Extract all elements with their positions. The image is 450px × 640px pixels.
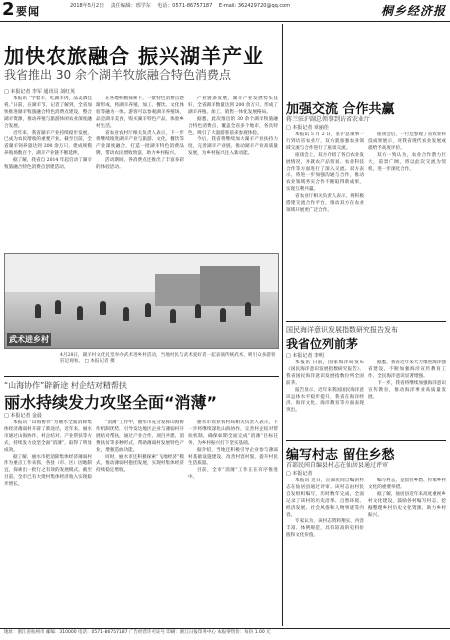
right3-col-2 xyxy=(368,478,446,625)
paragraph: 产业链条发展，湖羊产业发展势头良好，全省湖羊数量达到 200 余万只，形成了湖羊养殖、加工、销售一体化发展格局。 xyxy=(188,96,278,115)
paragraph: 据了解，我省自 2014 年起启动了湖羊牧旅融合特色消费点创建活动。 xyxy=(4,158,92,171)
right2-col-1 xyxy=(286,360,364,438)
masthead xyxy=(0,0,450,22)
photo-caption xyxy=(60,353,278,365)
paragraph: 活动期间，各消费点还推出了丰富多彩的体验活动。 xyxy=(96,158,184,171)
paragraph: 省农业厅相关负责人表示，将积极搭建交流合作平台，推动双方在农业领域开展更广泛合作。 xyxy=(286,194,364,213)
lead-headline: 加快农旅融合 振兴湖羊产业 xyxy=(4,44,264,68)
right1-byline: □ 本报记者 章丽佳 xyxy=(286,125,329,131)
section-title: 要闻 xyxy=(16,5,40,18)
right1-col-2 xyxy=(368,132,446,320)
photo-figure xyxy=(170,309,176,323)
right1-subtitle: 蒋兰驻沪副总领事到访省农业厅 xyxy=(286,116,371,123)
right3-title: 编写村志 留住乡愁 xyxy=(286,448,395,463)
right3-byline: □ 本报记者 xyxy=(286,471,313,477)
paragraph: 在各地积极探索下，一批特色消费点逐渐形成，将湖羊养殖、加工、餐饮、文化体验等融为一体。游客可以参观湖羊养殖场，品尝湖羊美食，购买湖羊特色产品，体验乡村生活。 xyxy=(96,96,184,129)
paragraph: 近年来，我省湖羊产业持续稳步发展，已成为农民增收的重要产业。截至目前，全省湖羊饲养量达到 200 余万只，建成规模养殖场数百个，湖羊产业链不断延伸。 xyxy=(4,130,92,157)
paragraph: 报告显示，近年来我国国民海洋意识总体水平稳步提升，我省在海洋经济、海洋文化、海洋教育等方面表现突出。 xyxy=(286,387,364,414)
paragraph: 据悉，我省近年来大力推进海洋强省建设，不断加强海洋宣传教育工作，全民海洋意识显著增强。 xyxy=(368,360,446,379)
column-divider xyxy=(282,24,283,626)
story2-title: 丽水持续发力攻坚全面“消薄” xyxy=(4,393,218,412)
lead-col-2 xyxy=(96,96,184,249)
photo-figure xyxy=(55,300,61,314)
right2-title: 我省位列前茅 xyxy=(286,337,359,351)
header-meta xyxy=(70,3,295,10)
paragraph: 双方一致认为，农业合作潜力巨大，前景广阔，将以此次交流为契机，进一步深化合作。 xyxy=(368,152,446,172)
right2-byline: □ 本报记者 李明 xyxy=(286,353,324,359)
lead-subhead: 我省推出 30 余个湖羊牧旅融合特色消费点 xyxy=(4,68,231,82)
paragraph: 据了解，丽水市把消除集体经济薄弱村作为重点工作来抓，各县（市、区）因地制宜，探索出一批行之有效的发展模式。截至目前，全市已有大批村集体经济收入实现稳步增长。 xyxy=(4,454,92,488)
paragraph: 同时，丽水市还积极探索“飞地经济”模式，推动薄弱村抱团发展，实现村集体经济持续稳定增收。 xyxy=(96,454,184,474)
paragraph: 本报讯 “学着羊，吃湖羊肉，品美酒佳肴。”日前，在湖羊节，记者了解到，全省加快推进湖羊牧旅融合特色消费点建设，整合湖羊资源，推动养殖与旅游休闲农业深度融合发展。 xyxy=(4,96,92,129)
paper-logo: 桐乡经济报 xyxy=(380,4,446,18)
photo-figure xyxy=(100,301,106,315)
paragraph: 据悉，此次推出的 30 余个湖羊牧旅融合特色消费点，覆盖全省多个地市，各具特色，吸引了大量游客前来参观体验。 xyxy=(188,116,278,136)
paragraph: 本报讯 “山海协作”为丽水全面消除集体经济薄弱村开辟了新途径。近年来，丽水市通过山海协作、村企结对、产业帮扶等方式，持续发力攻坚全面“消薄”，取得了明显成效。 xyxy=(4,420,92,453)
right1-col-1 xyxy=(286,132,364,320)
paragraph: 据介绍，当地还积极引导企业参与薄弱村基础设施建设，改善村容村貌，提升村民生活质量。 xyxy=(188,447,278,467)
story2-col-3 xyxy=(188,420,278,625)
paragraph: 本报讯 日前，国家海洋局发布《国民海洋意识发展指数研究报告》，我省国民海洋意识发展指数位列全国前茅。 xyxy=(286,360,364,386)
divider xyxy=(286,440,446,441)
photo-building xyxy=(155,274,200,306)
paragraph: 今后，我省将继续加大湖羊产业扶持力度，完善湖羊产业链，推动湖羊产业高质量发展，为乡村振兴注入新动能。 xyxy=(188,137,278,157)
photo-figure xyxy=(77,306,83,320)
right3-col-1 xyxy=(286,478,364,625)
lead-col-3 xyxy=(188,96,278,249)
paragraph: 座谈会上，双方介绍了各自农业发展情况，并就农产品贸易、农业科技合作等方面进行了深入交流。双方表示，将进一步加强沟通与合作，推动农业领域务实合作不断取得新成果，实现互利共赢。 xyxy=(286,152,364,193)
right2-kicker: 国民海洋意识发展指数研究报告发布 xyxy=(286,326,398,334)
divider xyxy=(4,376,279,377)
page-number: 2 xyxy=(2,0,15,20)
right1-title: 加强交流 合作共赢 xyxy=(286,102,395,117)
phone: 电话：0571-86757187 xyxy=(157,3,213,9)
email: E-mail: 362429720@qq.com xyxy=(218,3,291,9)
caption-text: 4月28日，湖羊村文化礼堂举办武术进乡村活动，当地村民与武术爱好者一起表演传统武术，吸引众多游客驻足观看。 xyxy=(60,353,276,364)
paragraph: 目前，全市“消薄”工作正在有序推进中。 xyxy=(188,468,278,481)
photo-figure xyxy=(145,303,151,317)
photo-figure xyxy=(245,302,251,316)
paragraph: 下一步，我省将继续加强海洋意识宣传教育，推动海洋事业高质量发展。 xyxy=(368,380,446,400)
paragraph: 省农业农村厅相关负责人表示，下一步将继续推进湖羊产业与旅游、文化、餐饮等产业深度融合，打造一批湖羊特色消费品牌，带动农民增收致富，助力乡村振兴。 xyxy=(96,130,184,157)
story2-kicker: “山海协作”辟新途 村企结对精帮扶 xyxy=(4,381,127,390)
paragraph: “消薄”工作中，丽水市充分发挥山海协作机制优势，引导发达地区企业与薄弱村开展结对帮扶，通过产业合作、项目共建、消费扶贫等多种形式，帮助薄弱村发展特色产业，增强造血功能。 xyxy=(96,420,184,453)
right2-col-2 xyxy=(368,360,446,438)
photo-credit: □ 本报记者 摄 xyxy=(84,359,115,364)
photo-figure xyxy=(195,304,201,318)
issue-date: 2018年5月2日 xyxy=(70,3,105,9)
paragraph: 座谈会后，一行还参观了省农业科技成果展示，对我省现代农业发展成就给予高度评价。 xyxy=(368,132,446,151)
paragraph: 编写村志，是留住乡愁、传承乡村文化的重要举措。 xyxy=(368,478,446,490)
story2-col-2 xyxy=(96,420,184,625)
footer: 地址：浙江省杭州市 邮编：310000 电话：0571-86757187 广告经营许可证号 印刷：浙江日报印务中心 本报零售价：每份 1.00 元 xyxy=(0,628,450,640)
editor: 责任编辑：邢学东 xyxy=(110,3,151,9)
paragraph: 据了解，仙居县近年来高度重视乡村文化建设，鼓励各村编写村志，挖掘整理乡村历史文化资源，助力乡村振兴。 xyxy=(368,491,446,518)
photo-figure xyxy=(220,308,226,322)
paragraph: 本报讯 近日，首部民间自编的村志在仙居县通过评审。该村志由村民自发组织编写，历时数年完成，全面记录了该村的历史沿革、自然环境、经济发展、社会风俗和人物事迹等内容。 xyxy=(286,478,364,518)
photo-figure xyxy=(35,304,41,318)
paragraph: 丽水市农业农村局相关负责人表示，下一步将继续深化山海协作，完善村企结对帮扶机制，确保如期全面完成“消薄”目标任务，为乡村振兴打下坚实基础。 xyxy=(188,420,278,446)
story2-col-1 xyxy=(4,420,92,625)
divider xyxy=(286,321,446,322)
lead-byline: □ 本报记者 李军 通讯员 刘红英 xyxy=(4,89,76,95)
photo-figure xyxy=(123,307,129,321)
right3-subtitle: 首部民间自编县村志在仙居县通过评审 xyxy=(286,462,389,469)
paragraph: 专家认为，该村志资料翔实、内容丰富、体例规范，具有较高的史料价值和文化价值。 xyxy=(286,519,364,539)
news-photo xyxy=(4,253,279,349)
paragraph: 本报讯 5 月 2 日，驻沪总领事一行到访省农业厅，双方就加强农业领域交流与合作进行了座谈交流。 xyxy=(286,132,364,151)
photo-building xyxy=(200,266,260,306)
lead-col-1 xyxy=(4,96,92,249)
story2-byline: □ 本报记者 金晨 xyxy=(4,413,42,419)
photo-label: 武术进乡村 xyxy=(9,335,49,344)
